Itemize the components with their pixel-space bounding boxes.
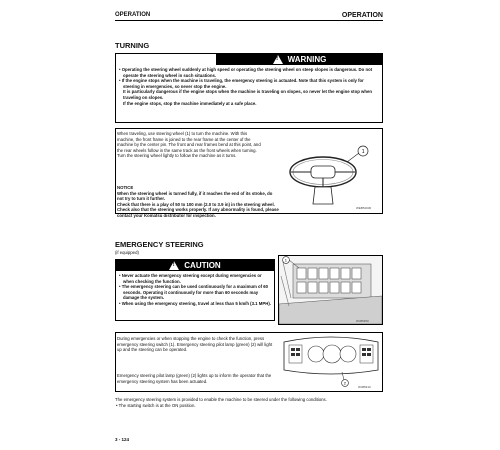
switch-figure <box>278 255 383 325</box>
footer-text: The emergency steering system is provided to enable the machine to be steered under the following conditions. <box>115 397 327 402</box>
steering-wheel-figure <box>281 142 381 212</box>
switch-panel-illustration <box>279 256 382 324</box>
caution-bullet: • Never actuate the emergency steering except during emergencies or when checking the function. <box>119 273 262 284</box>
emergency-body-1: During emergencies or when stopping the engine to check the function, press emergency steering switch (1). Emergency steering pilot lamp (green) (2) will light up and the steering can be operated. <box>117 336 273 353</box>
emergency-footer <box>115 397 383 408</box>
callout-1: 1 <box>361 149 365 155</box>
section-subtitle: (if equipped) <box>115 250 139 255</box>
footer-bullet: • The starting switch is at the ON position. <box>116 402 196 408</box>
turning-body: When traveling, use steering wheel (1) to turn the machine. With this machine, the front frame is joined to the rear frame at the center of the machine by the center pin. The front and rear frames bend at this point, and the rear wheels follow in the same track as the front wheels when turning. Turn the steering wheel lightly to follow the machine as it turns. <box>117 131 261 159</box>
section-title-turning: TURNING <box>115 41 150 50</box>
monitor-figure <box>280 334 382 390</box>
header-right: OPERATION <box>341 12 383 19</box>
emergency-body-2: Emergency steering pilot lamp (green) (2) lights up to inform the operator that the emergency steering system has been actuated. <box>117 373 272 384</box>
monitor-panel-illustration <box>280 334 382 390</box>
caution-bullet: • When using the emergency steering, travel at less than 5 km/h (3.1 MPH). <box>119 300 271 306</box>
figure-code: WEB51930 <box>356 206 372 210</box>
steering-wheel-illustration <box>281 142 381 212</box>
warning-label: WARNING <box>287 54 327 64</box>
notice-bold: When the steering wheel is turned fully, if it reaches the end of its stroke, do not try to turn it further. <box>117 190 273 202</box>
warning-extra: If the engine stops, stop the machine immediately at a safe place. <box>123 100 257 106</box>
figure-code: WJ86310 <box>358 385 371 389</box>
header-rule <box>115 20 383 21</box>
warning-extra: It is particularly dangerous if the engine stops when the machine is traveling on slopes, so never let the engine stop when traveling on slopes. <box>123 89 373 100</box>
callout-2: 2 <box>343 380 347 386</box>
notice-body: Check that there is a play of 50 to 100 mm (2.0 to 3.9 in) in the steering wheel. Check also that the steering works properly. If any abnormality is found, please contact your Komatsu distributor for inspection. <box>117 201 279 218</box>
caution-text <box>118 273 272 307</box>
warning-bullet: • Operating the steering wheel suddenly at high speed or operating the steering wheel on steep slopes is dangerous. Do not operate the steering wheel in such situations. <box>119 67 373 78</box>
caution-label: CAUTION <box>184 260 221 270</box>
notice-block <box>117 185 280 219</box>
callout-1: 1 <box>284 257 288 263</box>
header-left: OPERATION <box>115 12 151 18</box>
caution-bullet: • The emergency steering can be used continuously for a maximum of 60 seconds. Operating it continuously for more than 60 seconds may damage the system. <box>119 284 269 301</box>
page-number: 3 - 124 <box>115 437 130 442</box>
section-title-emergency: EMERGENCY STEERING <box>115 240 204 249</box>
warning-text <box>118 67 380 106</box>
figure-code: WJ86350 <box>356 319 369 323</box>
warning-bullet: • If the engine stops when the machine is traveling, the emergency steering is actuated. Note that this system is only for steering in emergencies, so never stop the engine. <box>119 78 364 89</box>
notice-title: NOTICE <box>117 185 134 190</box>
